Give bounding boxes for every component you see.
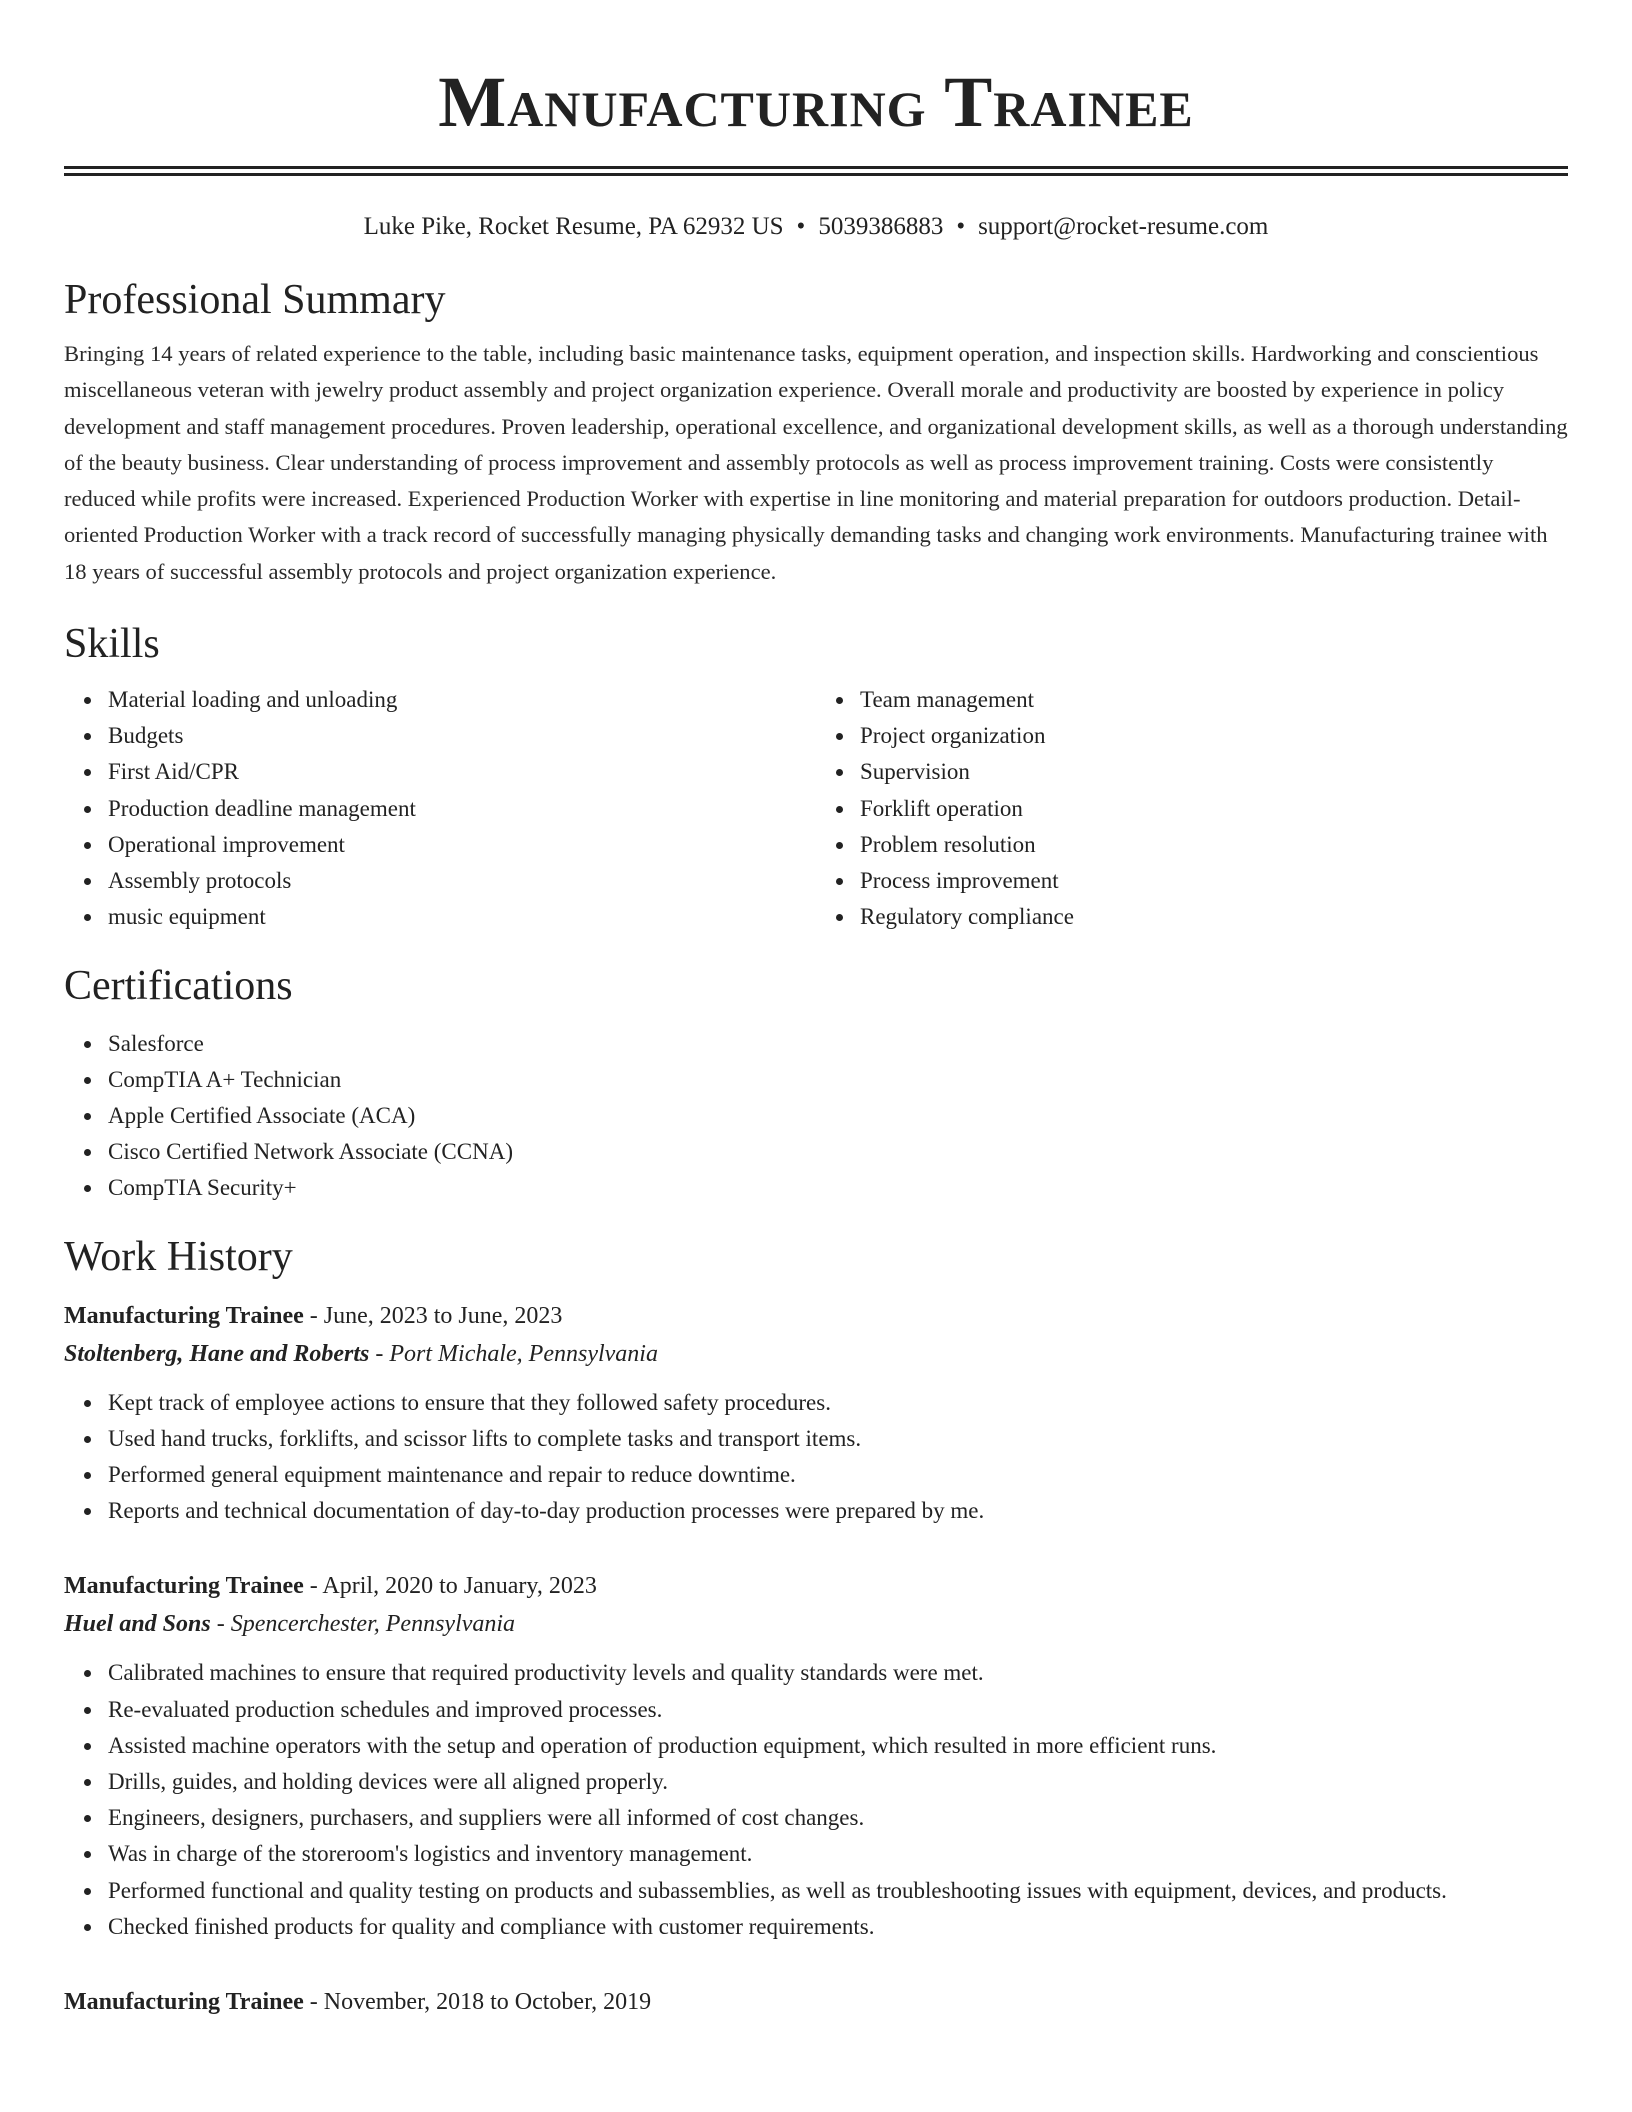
job-company: Huel and Sons	[64, 1611, 211, 1638]
title-divider	[64, 166, 1568, 176]
job-bullet: Checked finished products for quality and compliance with customer requirements.	[108, 1909, 1568, 1945]
job-location: - Port Michale, Pennsylvania	[369, 1340, 658, 1367]
job-bullet: Was in charge of the storeroom's logistics and inventory management.	[108, 1836, 1568, 1872]
certifications-heading: Certifications	[64, 962, 293, 1009]
certification-item: CompTIA A+ Technician	[108, 1062, 1568, 1098]
job-title: Manufacturing Trainee	[64, 1988, 304, 2015]
job-title: Manufacturing Trainee	[64, 1302, 304, 1329]
certification-item: Salesforce	[108, 1026, 1568, 1062]
skill-item: Process improvement	[860, 863, 1568, 899]
job-dates: - June, 2023 to June, 2023	[303, 1302, 563, 1329]
skills-list-left	[64, 682, 816, 935]
skills-columns	[64, 682, 1568, 935]
job-title: Manufacturing Trainee	[64, 1573, 304, 1600]
job-bullet: Engineers, designers, purchasers, and suppliers were all informed of cost changes.	[108, 1800, 1568, 1836]
skills-heading: Skills	[64, 621, 160, 668]
skill-item: Problem resolution	[860, 827, 1568, 863]
job-company: Stoltenberg, Hane and Roberts	[64, 1340, 370, 1367]
skill-item: music equipment	[108, 899, 816, 935]
resume-page	[64, 0, 1568, 2021]
job-location: - Spencerchester, Pennsylvania	[210, 1611, 516, 1638]
job-bullet: Kept track of employee actions to ensure that they followed safety procedures.	[108, 1385, 1568, 1421]
job-bullet: Performed functional and quality testing on products and subassemblies, as well as troubleshooting issues with equipment, devices, and products.	[108, 1873, 1568, 1909]
skill-item: Team management	[860, 682, 1568, 718]
job-company-line	[64, 1605, 1568, 1643]
job-bullet: Drills, guides, and holding devices were all aligned properly.	[108, 1764, 1568, 1800]
job-bullet: Used hand trucks, forklifts, and scissor lifts to complete tasks and transport items.	[108, 1421, 1568, 1457]
job-bullet: Re-evaluated production schedules and improved processes.	[108, 1692, 1568, 1728]
certification-item: Cisco Certified Network Associate (CCNA)	[108, 1134, 1568, 1170]
contact-phone: 5039386883	[818, 213, 944, 240]
skill-item: Forklift operation	[860, 791, 1568, 827]
job-bullet: Calibrated machines to ensure that required productivity levels and quality standards were met.	[108, 1655, 1568, 1691]
skill-item: Assembly protocols	[108, 863, 816, 899]
skill-item: Supervision	[860, 754, 1568, 790]
skill-item: Operational improvement	[108, 827, 816, 863]
skills-list-right	[816, 682, 1568, 935]
job-bullet: Performed general equipment maintenance and repair to reduce downtime.	[108, 1457, 1568, 1493]
job-bullets	[64, 1655, 1568, 1945]
job-company-line	[64, 1335, 1568, 1373]
job-dates: - April, 2020 to January, 2023	[303, 1573, 597, 1600]
skill-item: Material loading and unloading	[108, 682, 816, 718]
summary-text: Bringing 14 years of related experience to the table, including basic maintenance tasks, equipment operation, and inspection skills. Hardworking and conscientious miscellaneous veteran with jewelry product assembly and project organization experience. Overall morale and productivity are boosted by experience in policy development and staff management procedures. Proven leadership, operational excellence, and organizational development skills, as well as a thorough understanding of the beauty business. Clear understanding of process improvement and assembly protocols as well as process improvement training. Costs were consistently reduced while profits were increased. Experienced Production Worker with expertise in line monitoring and material preparation for outdoors production. Detail-oriented Production Worker with a track record of successfully managing physically demanding tasks and changing work environments. Manufacturing trainee with 18 years of successful assembly protocols and project organization experience.	[64, 341, 1568, 584]
job-bullet: Reports and technical documentation of day-to-day production processes were prepared by me.	[108, 1493, 1568, 1529]
skill-item: Regulatory compliance	[860, 899, 1568, 935]
skill-item: Project organization	[860, 718, 1568, 754]
certification-item: Apple Certified Associate (ACA)	[108, 1098, 1568, 1134]
job-title-line	[64, 1983, 1568, 2021]
skill-item: Production deadline management	[108, 791, 816, 827]
job-title-line	[64, 1567, 1568, 1605]
work-history-heading: Work History	[64, 1233, 293, 1280]
skill-item: First Aid/CPR	[108, 754, 816, 790]
contact-address: Luke Pike, Rocket Resume, PA 62932 US	[363, 213, 784, 240]
job-bullets	[64, 1385, 1568, 1530]
job-entry	[64, 1567, 1568, 1945]
job-entry	[64, 1983, 1568, 2021]
certification-item: CompTIA Security+	[108, 1170, 1568, 1206]
job-title-line	[64, 1297, 1568, 1335]
job-entry	[64, 1297, 1568, 1530]
contact-separator: •	[956, 213, 966, 240]
contact-separator: •	[796, 213, 806, 240]
summary-heading: Professional Summary	[64, 277, 446, 323]
resume-title: Manufacturing Trainee	[438, 62, 1194, 142]
contact-line	[64, 210, 1568, 244]
contact-email: support@rocket-resume.com	[978, 213, 1269, 240]
job-dates: - November, 2018 to October, 2019	[303, 1988, 652, 2015]
job-bullet: Assisted machine operators with the setup and operation of production equipment, which resulted in more efficient runs.	[108, 1728, 1568, 1764]
certifications-list	[64, 1026, 1568, 1207]
skill-item: Budgets	[108, 718, 816, 754]
